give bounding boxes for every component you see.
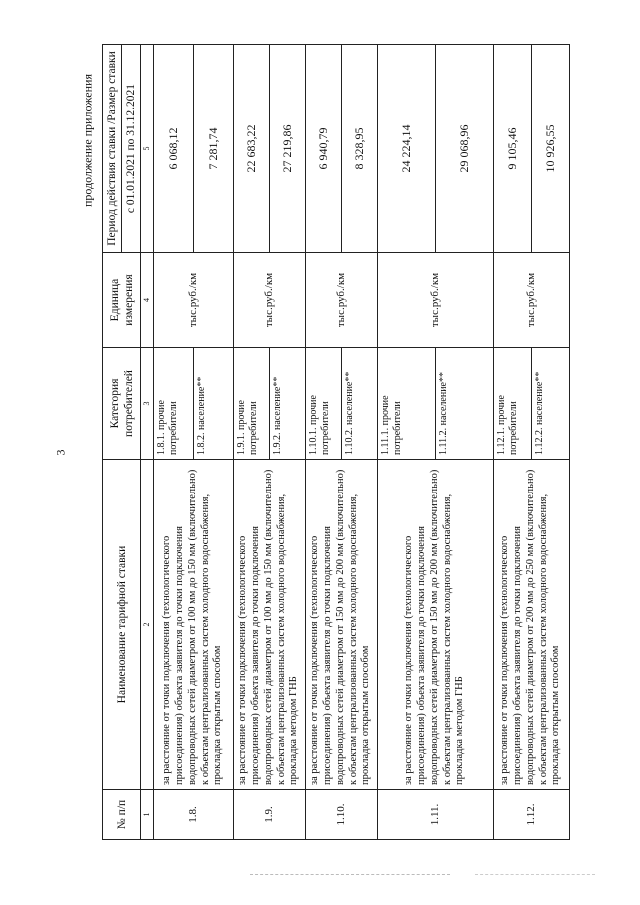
column-index: 3 [141, 348, 154, 460]
rate-value: 9 105,46 [493, 45, 531, 253]
row-number: 1.12. [493, 790, 569, 840]
consumer-category: 1.8.1. прочие потребители [153, 348, 193, 460]
rate-value: 27 219,86 [269, 45, 305, 253]
scan-artifact-line [475, 874, 595, 875]
unit-of-measure: тыс.руб./км [305, 253, 377, 348]
header-num: № п/п [103, 790, 141, 840]
consumer-category: 1.9.1. прочие потребители [233, 348, 269, 460]
rate-value: 6 940,79 [305, 45, 341, 253]
row-number: 1.9. [233, 790, 305, 840]
consumer-category: 1.10.2. население** [341, 348, 377, 460]
table-sheet [102, 45, 562, 840]
column-index: 5 [141, 45, 154, 253]
tariff-name: за расстояние от точки подключения (технологического присоединения) объекта заявителя до точки подключения водопроводных сетей диаметром от 200 мм до 250 мм (включительно) к объектам централизованных систем холодного водоснабжения, прокладка открытым способом [493, 460, 569, 790]
table-row [153, 45, 193, 840]
table-row [305, 45, 341, 840]
scan-artifact-line [250, 874, 450, 875]
consumer-category: 1.11.2. население** [435, 348, 493, 460]
rate-value: 22 683,22 [233, 45, 269, 253]
rate-value: 29 068,96 [435, 45, 493, 253]
row-number: 1.11. [377, 790, 493, 840]
tariff-name: за расстояние от точки подключения (технологического присоединения) объекта заявителя до точки подключения водопроводных сетей диаметром от 100 мм до 150 мм (включительно) к объектам централизованных систем холодного водоснабжения, прокладка методом ГНБ [233, 460, 305, 790]
unit-of-measure: тыс.руб./км [377, 253, 493, 348]
header-name: Наименование тарифной ставки [103, 460, 141, 790]
consumer-category: 1.12.2. население** [531, 348, 569, 460]
unit-of-measure: тыс.руб./км [153, 253, 233, 348]
tariff-name: за расстояние от точки подключения (технологического присоединения) объекта заявителя до точки подключения водопроводных сетей диаметром от 100 мм до 150 мм (включительно) к объектам централизованных систем холодного водоснабжения, прокладка открытым способом [153, 460, 233, 790]
continuation-label: продолжение приложения [80, 74, 95, 207]
header-category: Категория потребителей [103, 348, 141, 460]
header-unit: Единица измерения [103, 253, 141, 348]
table-row [233, 45, 269, 840]
consumer-category: 1.9.2. население** [269, 348, 305, 460]
unit-of-measure: тыс.руб./км [233, 253, 305, 348]
rate-value: 6 068,12 [153, 45, 193, 253]
consumer-category: 1.8.2. население** [193, 348, 233, 460]
row-number: 1.8. [153, 790, 233, 840]
rate-value: 8 328,95 [341, 45, 377, 253]
column-index: 4 [141, 253, 154, 348]
column-index-row [141, 45, 154, 840]
rate-value: 7 281,74 [193, 45, 233, 253]
rotated-table-area [102, 40, 562, 840]
header-period-range: с 01.01.2021 по 31.12.2021 [122, 45, 141, 253]
header-period-title: Период действия ставки /Размер ставки [103, 45, 122, 253]
column-index: 2 [141, 460, 154, 790]
page-number: 3 [53, 449, 68, 456]
tariff-table [102, 44, 570, 840]
unit-of-measure: тыс.руб./км [493, 253, 569, 348]
rate-value: 24 224,14 [377, 45, 435, 253]
table-row [493, 45, 531, 840]
rate-value: 10 926,55 [531, 45, 569, 253]
consumer-category: 1.11.1. прочие потребители [377, 348, 435, 460]
consumer-category: 1.12.1. прочие потребители [493, 348, 531, 460]
tariff-name: за расстояние от точки подключения (технологического присоединения) объекта заявителя до точки подключения водопроводных сетей диаметром от 150 мм до 200 мм (включительно) к объектам централизованных систем холодного водоснабжения, прокладка методом ГНБ [377, 460, 493, 790]
row-number: 1.10. [305, 790, 377, 840]
column-index: 1 [141, 790, 154, 840]
table-row [377, 45, 435, 840]
tariff-name: за расстояние от точки подключения (технологического присоединения) объекта заявителя до точки подключения водопроводных сетей диаметром от 150 мм до 200 мм (включительно) к объектам централизованных систем холодного водоснабжения, прокладка открытым способом [305, 460, 377, 790]
consumer-category: 1.10.1. прочие потребители [305, 348, 341, 460]
